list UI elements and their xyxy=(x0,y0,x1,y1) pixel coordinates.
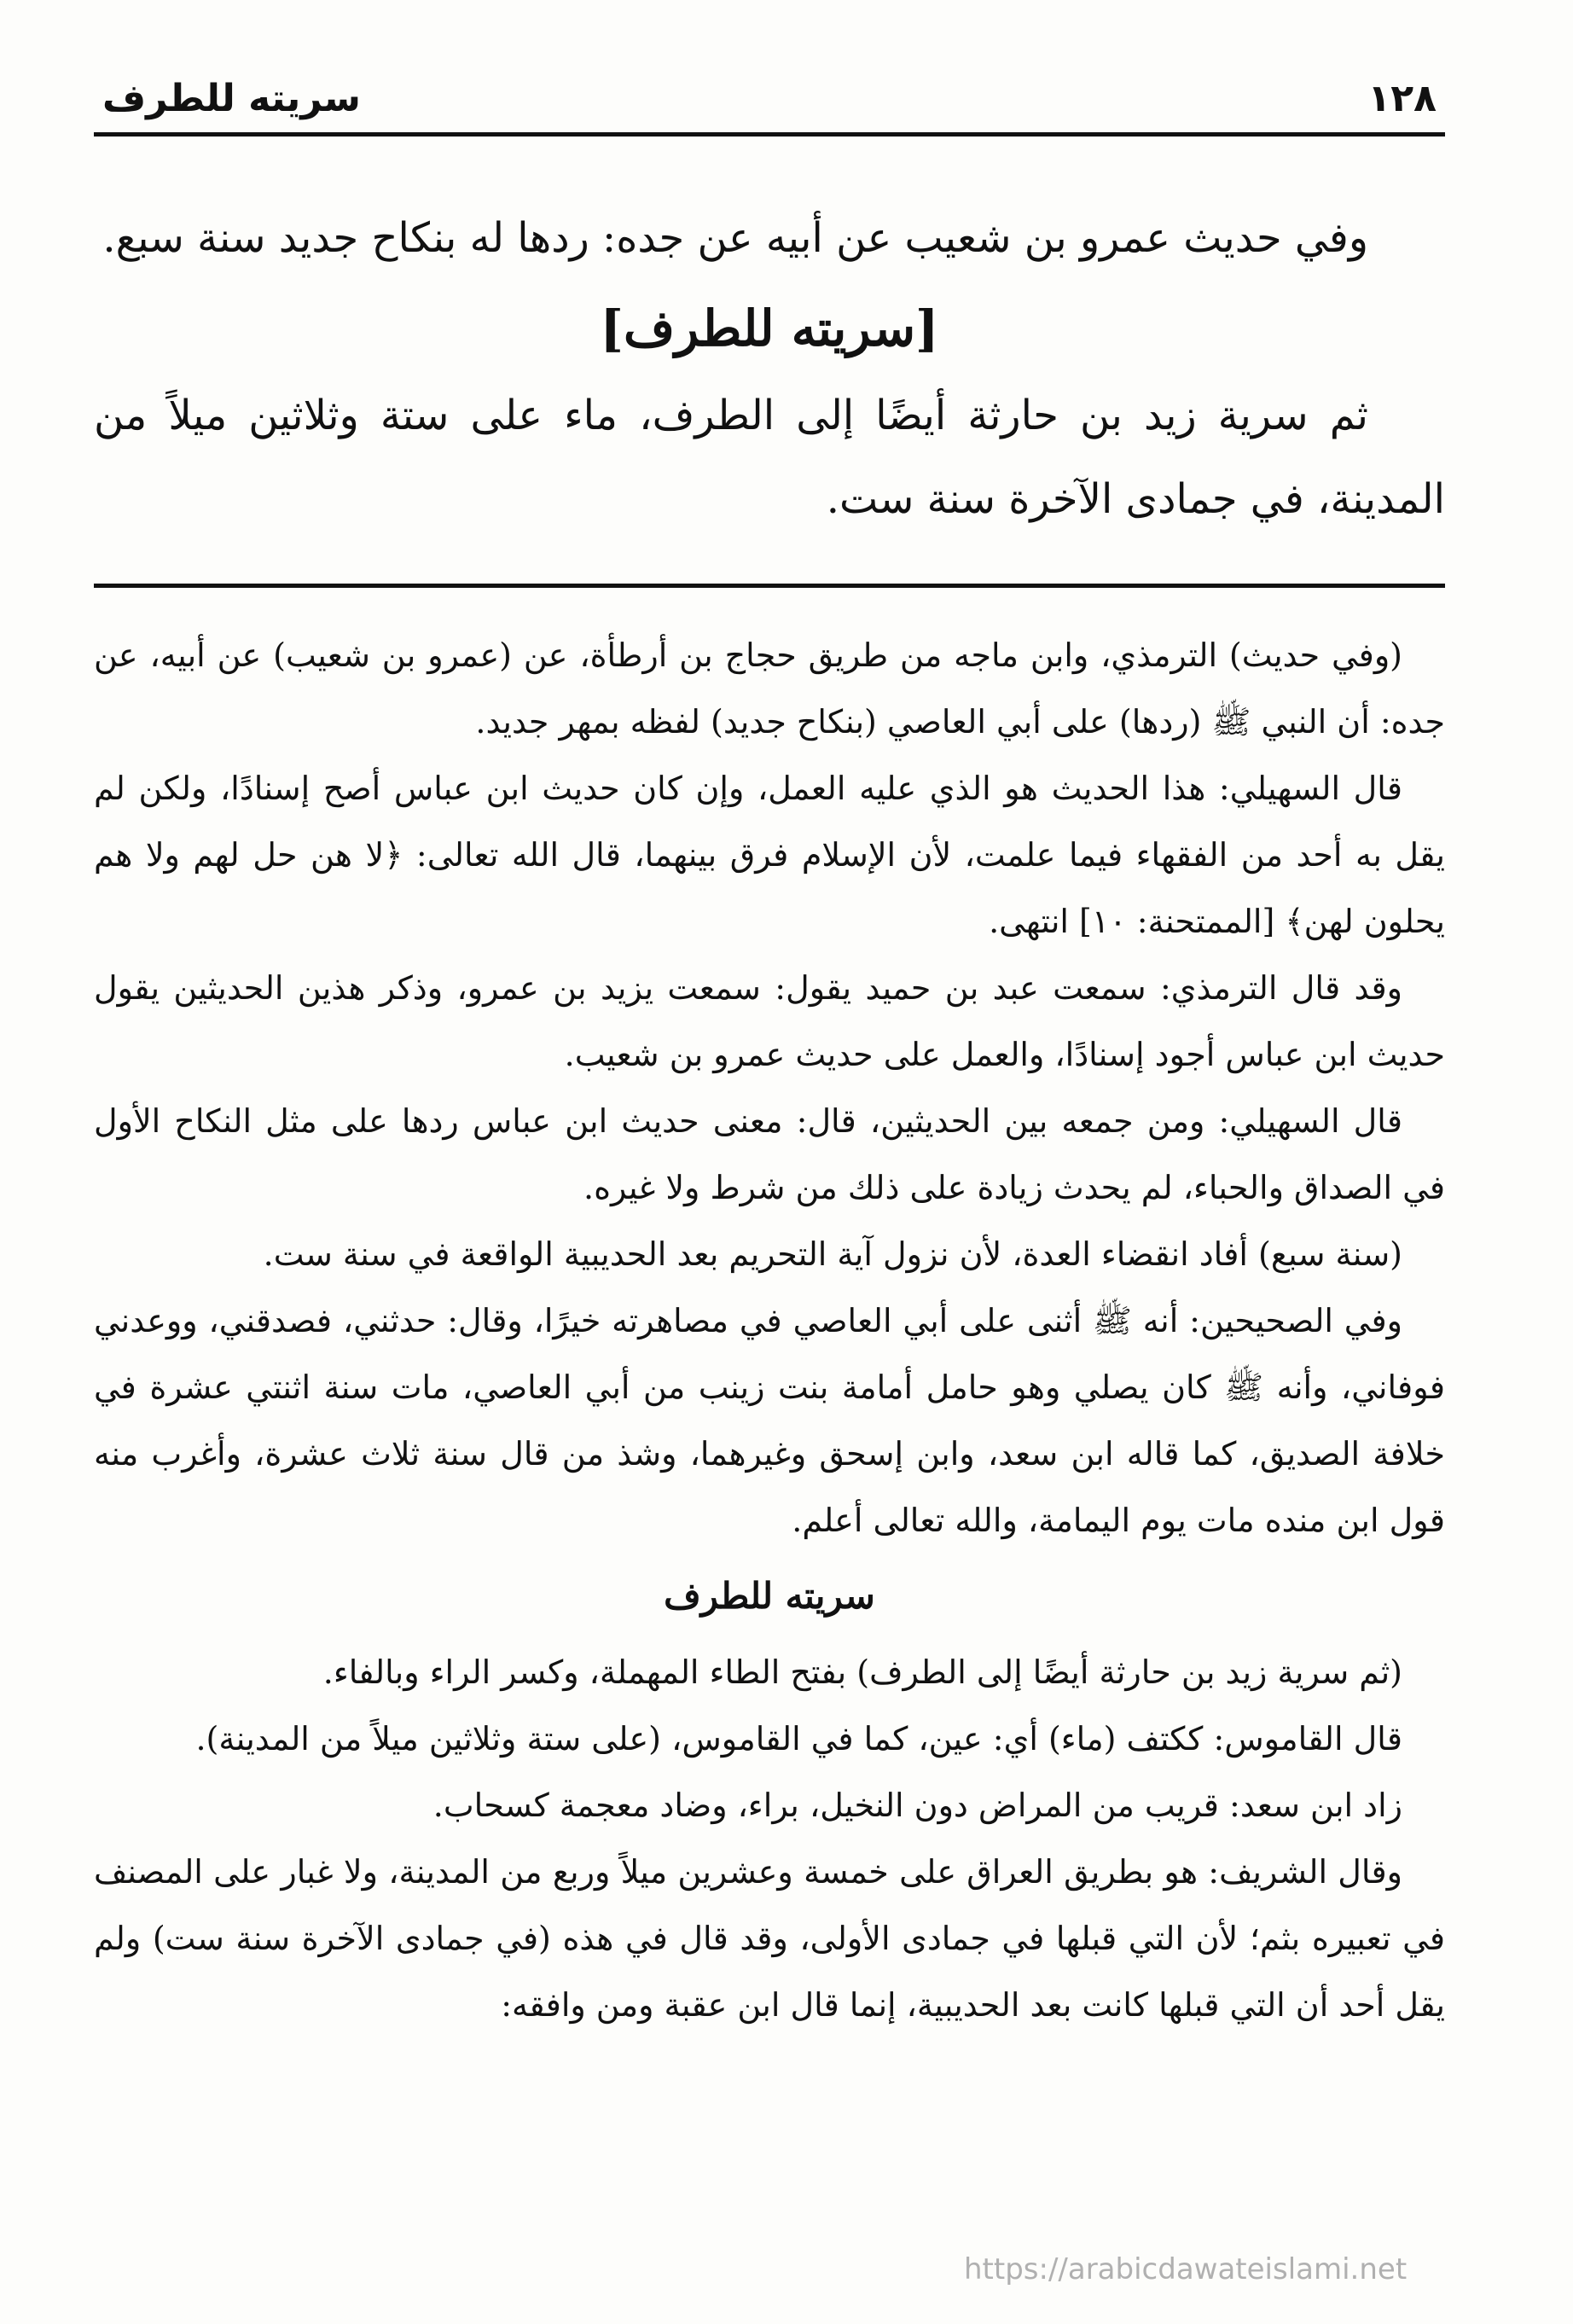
main-text xyxy=(94,196,1445,541)
running-title: سريته للطرف xyxy=(102,77,361,120)
commentary-paragraph: (سنة سبع) أفاد انقضاء العدة، لأن نزول آية التحريم بعد الحديبية الواقعة في سنة ست. xyxy=(263,1235,1402,1273)
commentary-paragraph: (ثم سرية زيد بن حارثة أيضًا إلى الطرف) بفتح الطاء المهملة، وكسر الراء وبالفاء. xyxy=(322,1653,1402,1691)
commentary-paragraph: قال القاموس: ككتف (ماء) أي: عين، كما في القاموس، (على ستة وثلاثين ميلاً من المدينة). xyxy=(195,1720,1402,1758)
main-paragraph: وفي حديث عمرو بن شعيب عن أبيه عن جده: ردها له بنكاح جديد سنة سبع. xyxy=(102,214,1368,262)
page-number: ١٢٨ xyxy=(1367,77,1437,120)
commentary-paragraph: زاد ابن سعد: قريب من المراض دون النخيل، براء، وضاد معجمة كسحاب. xyxy=(432,1787,1402,1824)
commentary-paragraph: قال السهيلي: هذا الحديث هو الذي عليه العمل، وإن كان حديث ابن عباس أصح إسنادًا، ولكن لم يقل به أحد من الفقهاء فيما علمت، لأن الإسلام فرق بينهما، قال الله تعالى: ﴿لا هن حل لهم ولا هم يحلون لهن﴾ [الممتحنة: ١٠] انتهى. xyxy=(94,770,1445,940)
main-paragraph: ثم سرية زيد بن حارثة أيضًا إلى الطرف، ماء على ستة وثلاثين ميلاً من المدينة، في جمادى الآخرة سنة ست. xyxy=(94,392,1445,523)
commentary-paragraph: وفي الصحيحين: أنه ﷺ أثنى على أبي العاصي في مصاهرته خيرًا، وقال: حدثني، فصدقني، ووعدني فوفاني، وأنه ﷺ كان يصلي وهو حامل أمامة بنت زينب من أبي العاصي، مات سنة اثنتي عشرة في خلافة الصديق، كما قاله ابن سعد، وابن إسحق وغيرهما، وشذ من قال سنة ثلاث عشرة، وأغرب منه قول ابن منده مات يوم اليمامة، والله تعالى أعلم. xyxy=(94,1302,1445,1539)
commentary-heading: سريته للطرف xyxy=(664,1575,875,1617)
book-page xyxy=(94,77,1445,2038)
commentary-text xyxy=(94,622,1445,2038)
commentary-paragraph: وقد قال الترمذي: سمعت عبد بن حميد يقول: سمعت يزيد بن عمرو، وذكر هذين الحديثين يقول حديث ابن عباس أجود إسنادًا، والعمل على حديث عمرو بن شعيب. xyxy=(94,969,1445,1073)
footnote-divider xyxy=(94,584,1445,588)
section-heading: [سريته للطرف] xyxy=(600,299,939,357)
commentary-paragraph: وقال الشريف: هو بطريق العراق على خمسة وعشرين ميلاً وربع من المدينة، ولا غبار على المصنف في تعبيره بثم؛ لأن التي قبلها في جمادى الأولى، وقد قال في هذه (في جمادى الآخرة سنة ست) ولم يقل أحد أن التي قبلها كانت بعد الحديبية، إنما قال ابن عقبة ومن وافقه: xyxy=(94,1853,1445,2024)
commentary-paragraph: قال السهيلي: ومن جمعه بين الحديثين، قال: معنى حديث ابن عباس ردها على مثل النكاح الأول في الصداق والحباء، لم يحدث زيادة على ذلك من شرط ولا غيره. xyxy=(94,1102,1445,1206)
commentary-paragraph: (وفي حديث) الترمذي، وابن ماجه من طريق حجاج بن أرطأة، عن (عمرو بن شعيب) عن أبيه، عن جده: أن النبي ﷺ (ردها) على أبي العاصي (بنكاح جديد) لفظه بمهر جديد. xyxy=(94,636,1445,741)
page-header xyxy=(94,77,1445,137)
watermark-url: https://arabicdawateislami.net xyxy=(964,2252,1408,2286)
